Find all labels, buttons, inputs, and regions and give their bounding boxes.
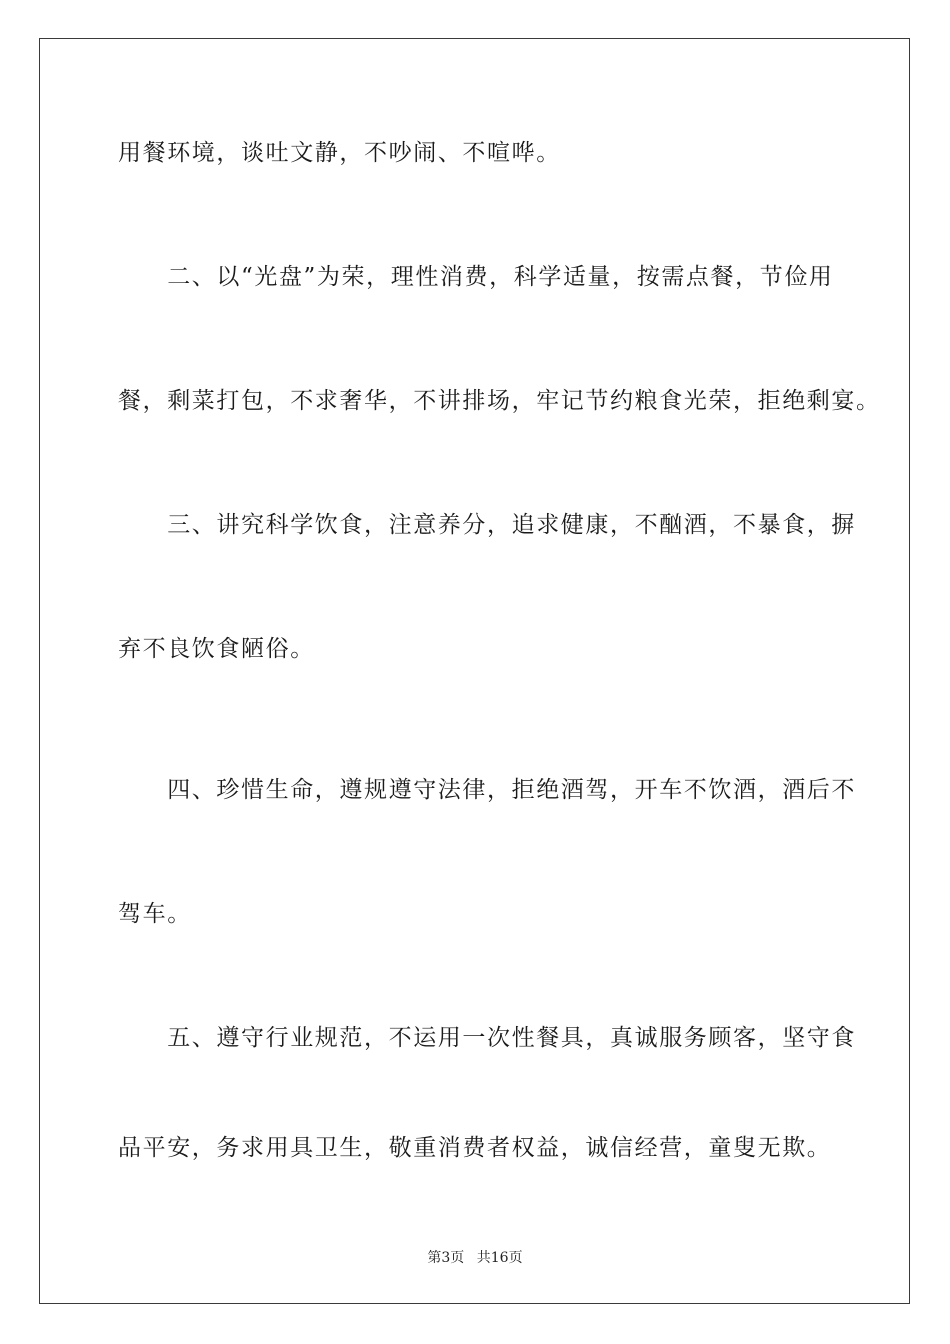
text-line-1: 用餐环境，谈吐文静，不吵闹、不喧哗。	[118, 140, 561, 166]
page-border	[39, 38, 910, 1304]
page-footer	[0, 1247, 950, 1267]
page-number: 第3页	[427, 1250, 465, 1266]
page-total: 共16页	[476, 1250, 523, 1266]
text-line-8: 五、遵守行业规范，不运用一次性餐具，真诚服务顾客，坚守食	[118, 1025, 856, 1051]
text-line-3: 餐，剩菜打包，不求奢华，不讲排场，牢记节约粮食光荣，拒绝剩宴。	[118, 388, 881, 414]
text-line-9: 品平安，务求用具卫生，敬重消费者权益，诚信经营，童叟无欺。	[118, 1135, 832, 1161]
text-line-4: 三、讲究科学饮食，注意养分，追求健康，不酗酒，不暴食，摒	[118, 512, 856, 538]
text-line-2: 二、以“光盘”为荣，理性消费，科学适量，按需点餐，节俭用	[118, 264, 834, 290]
text-line-7: 驾车。	[118, 901, 192, 927]
text-line-6: 四、珍惜生命，遵规遵守法律，拒绝酒驾，开车不饮酒，酒后不	[118, 777, 856, 803]
text-line-5: 弃不良饮食陋俗。	[118, 636, 315, 662]
